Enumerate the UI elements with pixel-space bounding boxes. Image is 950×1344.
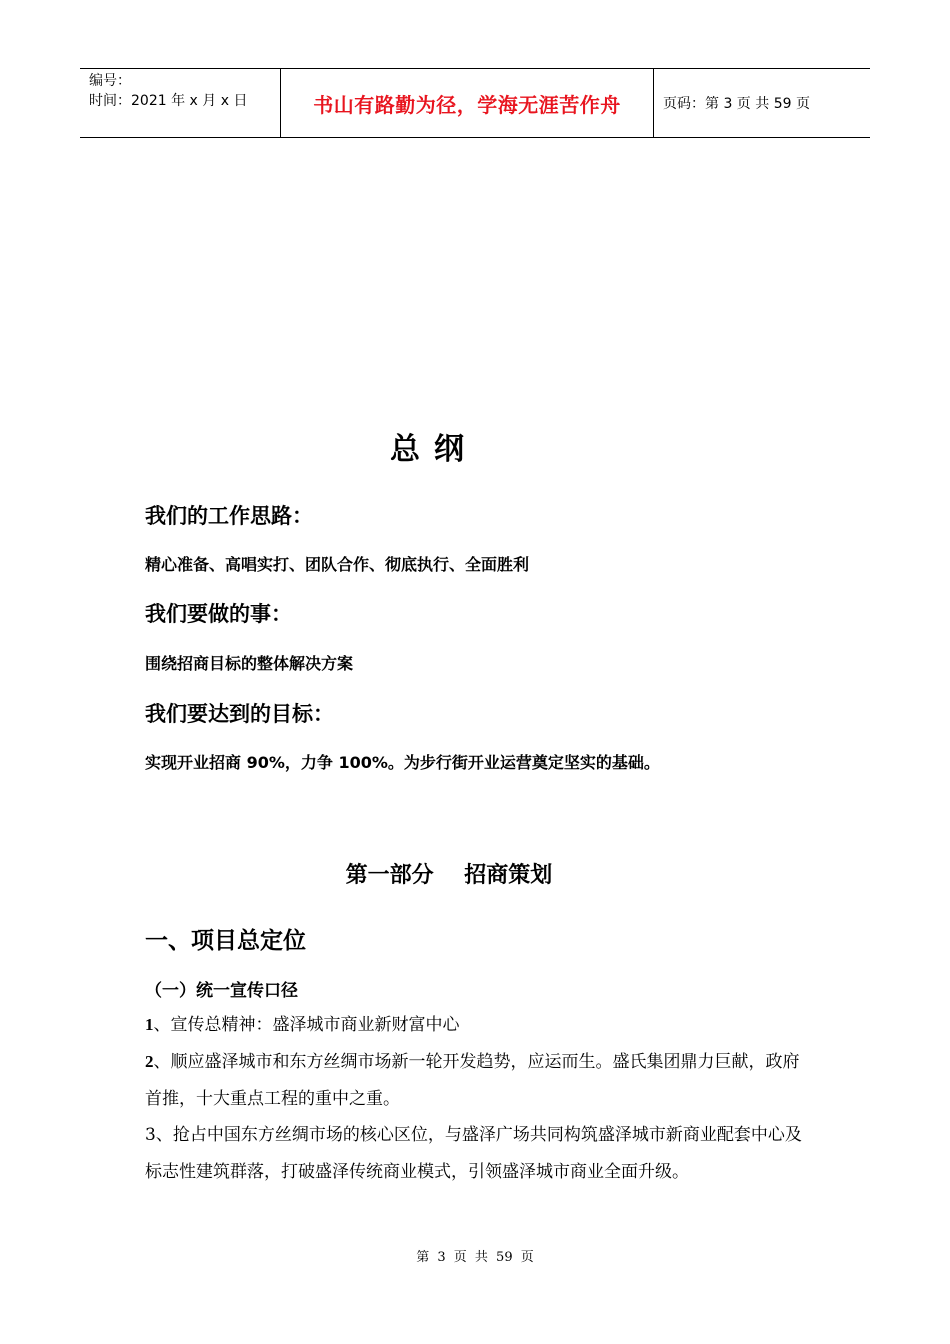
header-motto: 书山有路勤为径，学海无涯苦作舟	[313, 92, 621, 117]
section-text: 围绕招商目标的整体解决方案	[145, 654, 354, 673]
item-number: 3	[145, 1125, 156, 1145]
part-title: 第一部分 招商策划	[345, 863, 553, 888]
page-header	[80, 68, 870, 138]
time-label: 时间：2021 年 x 月 x 日	[89, 93, 248, 109]
document-title: 总纲	[390, 432, 478, 467]
item-text: 、抢占中国东方丝绸市场的核心区位，与盛泽广场共同构筑盛泽城市新商业配套中心及标志性建筑群落，打破盛泽传统商业模式，引领盛泽城市商业全面升级。	[145, 1125, 802, 1182]
section-text: 精心准备、高唱实打、团队合作、彻底执行、全面胜利	[145, 555, 530, 574]
list-item	[145, 1006, 815, 1044]
section-heading: 我们要做的事：	[145, 602, 292, 626]
subsection-title: （一）统一宣传口径	[145, 981, 298, 1001]
item-text: 、宣传总精神：盛泽城市商业新财富中心	[153, 1015, 460, 1035]
code-label: 编号：	[89, 73, 131, 89]
header-page-cell	[654, 69, 870, 137]
section-title: 一、项目总定位	[145, 928, 306, 954]
list-item	[145, 1043, 815, 1118]
item-text: 、顺应盛泽城市和东方丝绸市场新一轮开发趋势，应运而生。盛氏集团鼎力巨献，政府首推，十大重点工程的重中之重。	[145, 1052, 800, 1109]
section-heading: 我们要达到的目标：	[145, 702, 334, 726]
section-heading: 我们的工作思路：	[145, 504, 313, 528]
header-meta	[80, 69, 281, 137]
item-number: 2	[145, 1052, 154, 1071]
header-page-label: 页码：第 3 页 共 59 页	[663, 96, 810, 112]
list-item	[145, 1117, 815, 1191]
page-footer: 第 3 页 共 59 页	[416, 1250, 534, 1265]
section-text: 实现开业招商 90%，力争 100%。为步行街开业运营奠定坚实的基础。	[145, 753, 660, 772]
header-motto-cell	[281, 69, 654, 137]
item-number: 1	[145, 1015, 154, 1034]
